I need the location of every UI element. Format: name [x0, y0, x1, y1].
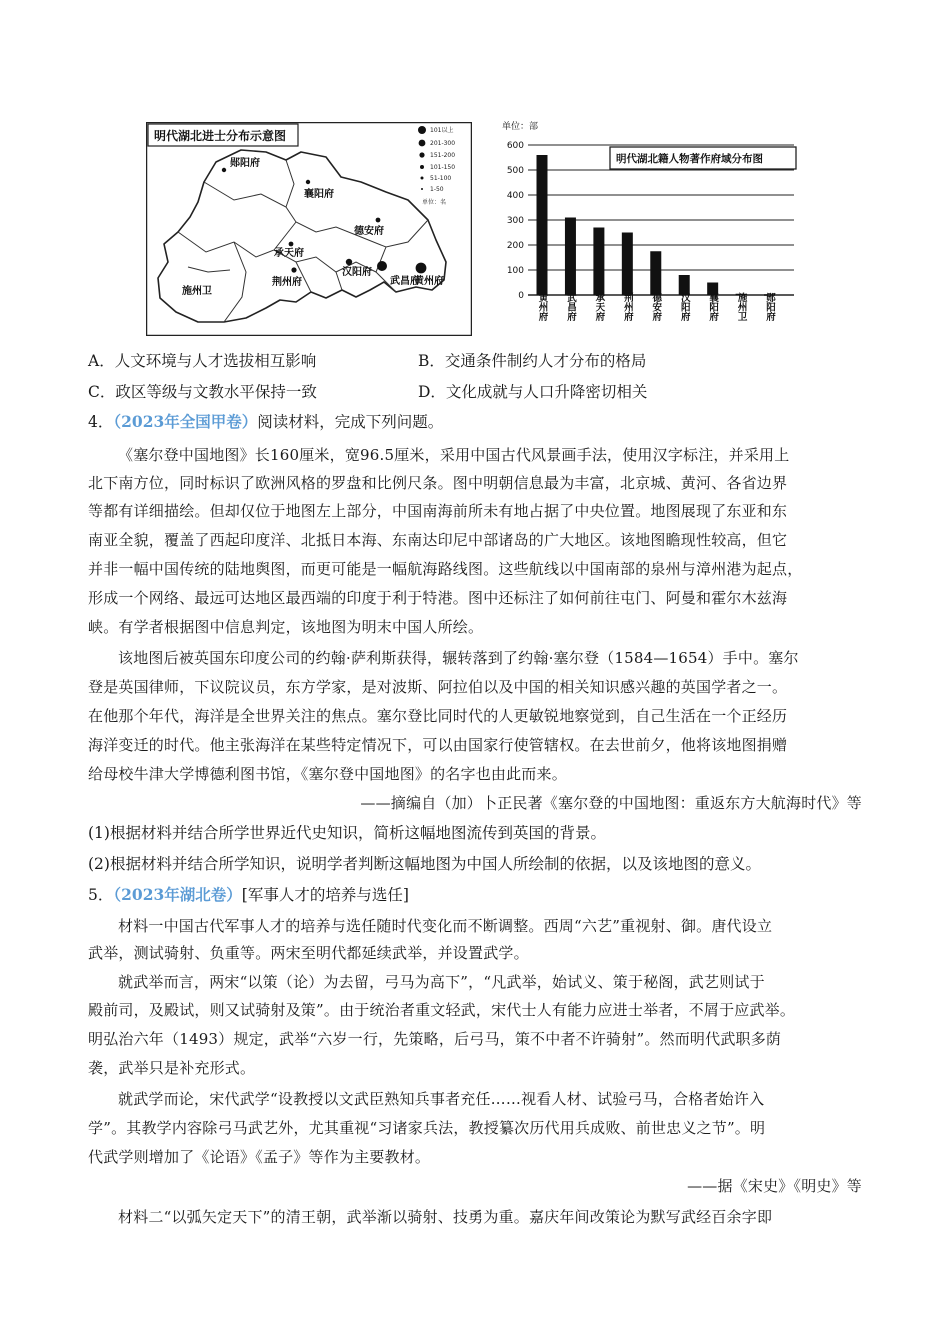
q4-p1-line: 《塞尔登中国地图》长160厘米，宽96.5厘米，采用中国古代风景画手法，使用汉字标注，并采用上: [118, 446, 790, 464]
option-b[interactable]: B．交通条件制约人才分布的格局: [418, 352, 647, 370]
q4-p1-line: 峡。有学者根据图中信息判定，该地图为明末中国人所绘。: [88, 618, 484, 636]
svg-text:单位：名: 单位：名: [422, 199, 447, 206]
svg-text:201-300: 201-300: [430, 140, 456, 147]
place-shizhou: 施州卫: [182, 286, 212, 297]
place-wuchang: 武昌府: [390, 276, 420, 287]
q4-subquestion-1: (1)根据材料并结合所学世界近代史知识，简析这幅地图流传到英国的背景。: [88, 824, 606, 842]
svg-text:1-50: 1-50: [430, 186, 444, 193]
place-jingzhou: 荆州府: [272, 277, 302, 288]
chart-x-label: 汉阳府: [678, 292, 690, 322]
chart-bar: [537, 155, 548, 295]
chart-y-tick: 400: [506, 191, 524, 201]
chart-y-tick: 500: [506, 166, 524, 176]
q5-m4-line: 材料二“以弧矢定天下”的清王朝，武举渐以骑射、技勇为重。嘉庆年间改策论为默写武经百余字即: [118, 1208, 773, 1226]
q4-p1-line: 北下南方位，同时标识了欧洲风格的罗盘和比例尺条。图中明朝信息最为丰富，北京城、黄河、各省边界: [88, 474, 788, 492]
q5-m2-line: 袭，武举只是补充形式。: [88, 1059, 256, 1077]
q5-m3-line: 就武学而论，宋代武学“设教授以文武臣熟知兵事者充任……视看人材、试验弓马，合格者始许入: [118, 1090, 765, 1108]
q5-m3-line: 学”。其教学内容除弓马武艺外，尤其重视“习诸家兵法，教授纂次历代用兵成败、前世忠义之节”。明: [88, 1119, 766, 1137]
chart-y-tick: 0: [518, 291, 524, 301]
chart-ylabel: 单位：部: [502, 122, 539, 132]
option-c[interactable]: C．政区等级与文教水平保持一致: [88, 383, 317, 401]
map-title: 明代湖北进士分布示意图: [154, 129, 287, 143]
chart-x-label: 施州卫: [735, 292, 747, 322]
question-source: （2023年全国甲卷）: [113, 412, 258, 431]
q5-m2-line: 就武举而言，两宋“以策（论）为去留，弓马为高下”，“凡武举，始试义、策于秘阁，武艺则试于: [118, 973, 765, 991]
chart-bar: [565, 218, 576, 296]
chart-x-label: 郧阳府: [764, 292, 776, 322]
place-hanyang: 汉阳府: [342, 267, 372, 278]
chart-x-label: 承天府: [593, 292, 605, 322]
q4-citation: ——摘编自（加）卜正民著《塞尔登的中国地图：重返东方大航海时代》等: [360, 794, 862, 812]
chart-bar: [622, 233, 633, 296]
chart-y-tick: 600: [506, 141, 524, 151]
question-source: （2023年湖北卷）: [113, 885, 242, 904]
q4-p2-line: 在他那个年代，海洋是全世界关注的焦点。塞尔登比同时代的人更敏锐地察觉到，自己生活在一个正经历: [88, 707, 788, 725]
place-xiangyang: 襄阳府: [304, 189, 334, 200]
option-d[interactable]: D．文化成就与人口升降密切相关: [418, 383, 648, 401]
q5-m2-line: 殿前司，及殿试，则又试骑射及策”。由于统治者重文轻武，宋代士人有能力应进士举者，不屑于应武举。: [88, 1001, 796, 1019]
option-a[interactable]: A．人文环境与人才选拔相互影响: [88, 352, 317, 370]
svg-text:51-100: 51-100: [430, 175, 452, 182]
chart-y-tick: 300: [506, 216, 524, 226]
place-huangzhou: 黄州府: [414, 276, 444, 287]
q4-p2-line: 海洋变迁的时代。他主张海洋在某些特定情况下，可以由国家行使管辖权。在去世前夕，他将该地图捐赠: [88, 736, 788, 754]
question-5-header: [88, 884, 409, 906]
chart-y-tick: 200: [506, 241, 524, 251]
q4-p1-line: 形成一个网络、最远可达地区最西端的印度于利于特港。图中还标注了如何前往屯门、阿曼和霍尔木兹海: [88, 589, 788, 607]
question-number: 4．: [88, 413, 114, 431]
q5-m2-line: 明弘治六年（1493）规定，武举“六岁一行，先策略，后弓马，策不中者不许骑射”。然而明代武职多荫: [88, 1030, 782, 1048]
chart-x-label: 黄州府: [536, 292, 548, 322]
chart-title: 明代湖北籍人物著作府域分布图: [616, 153, 763, 165]
question-prompt: 阅读材料，完成下列问题。: [257, 413, 444, 431]
q5-m3-line: 代武学则增加了《论语》《孟子》等作为主要教材。: [88, 1148, 431, 1166]
q5-m1-line: 武举，测试骑射、负重等。两宋至明代都延续武举，并设置武学。: [88, 944, 529, 962]
chart-x-label: 襄阳府: [707, 292, 719, 322]
place-yunyang: 郧阳府: [230, 158, 260, 169]
q4-p2-line: 给母校牛津大学博德利图书馆，《塞尔登中国地图》的名字也由此而来。: [88, 765, 567, 783]
q4-p2-line: 登是英国律师，下议院议员，东方学家，是对波斯、阿拉伯以及中国的相关知识感兴趣的英国学者之一。: [88, 678, 788, 696]
q4-p1-line: 并非一幅中国传统的陆地舆图，而更可能是一幅航海路线图。这些航线以中国南部的泉州与漳州港为起点，: [88, 560, 803, 578]
q5-citation: ——据《宋史》《明史》等: [687, 1177, 862, 1195]
q4-subquestion-2: (2)根据材料并结合所学知识，说明学者判断这幅地图为中国人所绘制的依据，以及该地图的意义。: [88, 855, 761, 873]
question-4-header: [88, 411, 443, 433]
q4-p1-line: 南亚全貌，覆盖了西起印度洋、北抵日本海、东南达印尼中部诸岛的广大地区。该地图瞻现性较高，但它: [88, 531, 788, 549]
chart-y-tick: 100: [506, 266, 524, 276]
chart-bar: [650, 251, 661, 295]
chart-bar: [593, 228, 604, 296]
svg-text:101-150: 101-150: [430, 164, 456, 171]
chart-x-label: 德安府: [650, 292, 662, 322]
works-bar-chart: [492, 115, 802, 347]
q5-m1-line: 材料一中国古代军事人才的培养与选任随时代变化而不断调整。西周“六艺”重视射、御。唐代设立: [118, 917, 773, 935]
place-chengtian: 承天府: [274, 248, 304, 259]
chart-x-label: 武昌府: [564, 292, 576, 322]
q4-p2-line: 该地图后被英国东印度公司的约翰·萨利斯获得，辗转落到了约翰·塞尔登（1584—1654）手中。塞尔: [118, 649, 799, 667]
svg-text:151-200: 151-200: [430, 152, 456, 159]
q4-p1-line: 等都有详细描绘。但却仅位于地图左上部分，中国南海前所未有地占据了中央位置。地图展现了东亚和东: [88, 502, 788, 520]
chart-x-label: 荆州府: [621, 292, 633, 322]
question-topic: [军事人才的培养与选任]: [241, 886, 409, 904]
question-number: 5．: [88, 886, 114, 904]
hubei-jinshi-map: [146, 122, 472, 336]
place-dean: 德安府: [354, 226, 384, 237]
svg-text:101以上: 101以上: [430, 127, 454, 134]
